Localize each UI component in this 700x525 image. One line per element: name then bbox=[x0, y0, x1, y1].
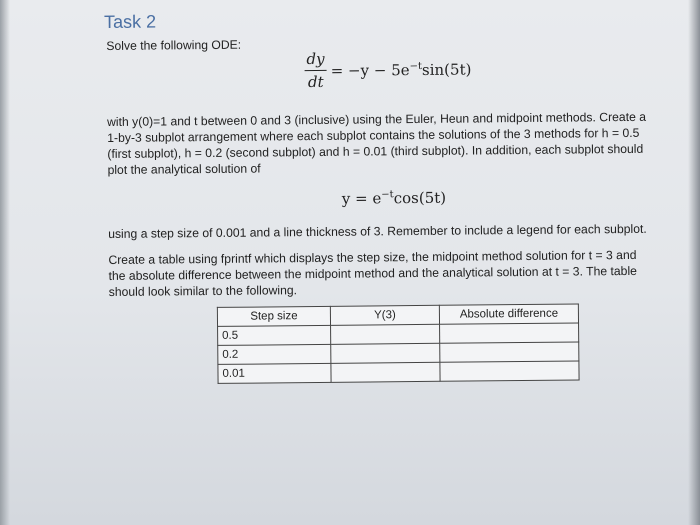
table-cell bbox=[331, 343, 440, 363]
task-title: Task 2 bbox=[104, 11, 157, 32]
paragraph3-line1: Create a table using fprintf which displays the step size, the midpoint method solution for t = 3 and bbox=[108, 247, 637, 267]
table-row bbox=[218, 361, 579, 383]
table-cell bbox=[331, 324, 440, 344]
table-cell: 0.2 bbox=[218, 344, 331, 364]
table-cell bbox=[331, 362, 440, 382]
table-cell bbox=[440, 361, 579, 381]
header-step-size: Step size bbox=[217, 306, 330, 326]
fraction-bar bbox=[305, 70, 327, 71]
screen-edge-right bbox=[688, 0, 700, 525]
screen-edge-left bbox=[0, 0, 10, 525]
results-table bbox=[217, 303, 580, 383]
paragraph2-line1: using a step size of 0.001 and a line thickness of 3. Remember to include a legend for each subplot. bbox=[108, 221, 647, 241]
table-cell: 0.01 bbox=[218, 363, 331, 383]
table-cell bbox=[440, 323, 579, 343]
paragraph3-line2: the absolute difference between the midpoint method and the analytical solution at t = 3. The table bbox=[108, 263, 637, 283]
document-page bbox=[104, 4, 684, 509]
header-y3: Y(3) bbox=[330, 305, 439, 325]
paragraph1-line4: plot the analytical solution of bbox=[107, 161, 261, 177]
fraction-denominator: dt bbox=[307, 73, 324, 92]
derivative-fraction bbox=[304, 50, 326, 91]
header-absolute-difference: Absolute difference bbox=[439, 304, 578, 324]
ode-equation bbox=[304, 48, 471, 91]
intro-text: Solve the following ODE: bbox=[106, 37, 242, 53]
ode-rhs: = $-y - 5e^{-t}\sin(5t)$ bbox=[330, 60, 472, 80]
table-cell: 0.5 bbox=[218, 325, 331, 345]
paragraph1-line2: 1-by-3 subplot arrangement where each subplot contains the solutions of the 3 methods for h = 0.5 bbox=[107, 125, 640, 145]
paragraph1-line3: (first subplot), h = 0.2 (second subplot) and h = 0.01 (third subplot). In addition, each subplot should bbox=[107, 141, 644, 161]
table-cell bbox=[440, 342, 579, 362]
paragraph1-line1: with y(0)=1 and t between 0 and 3 (inclusive) using the Euler, Heun and midpoint methods. Create a bbox=[107, 109, 647, 129]
fraction-numerator: dy bbox=[306, 49, 325, 69]
paragraph3-line3: should look similar to the following. bbox=[108, 283, 298, 299]
analytic-solution: $y = e^{-t}\cos(5t)$ bbox=[341, 188, 447, 208]
